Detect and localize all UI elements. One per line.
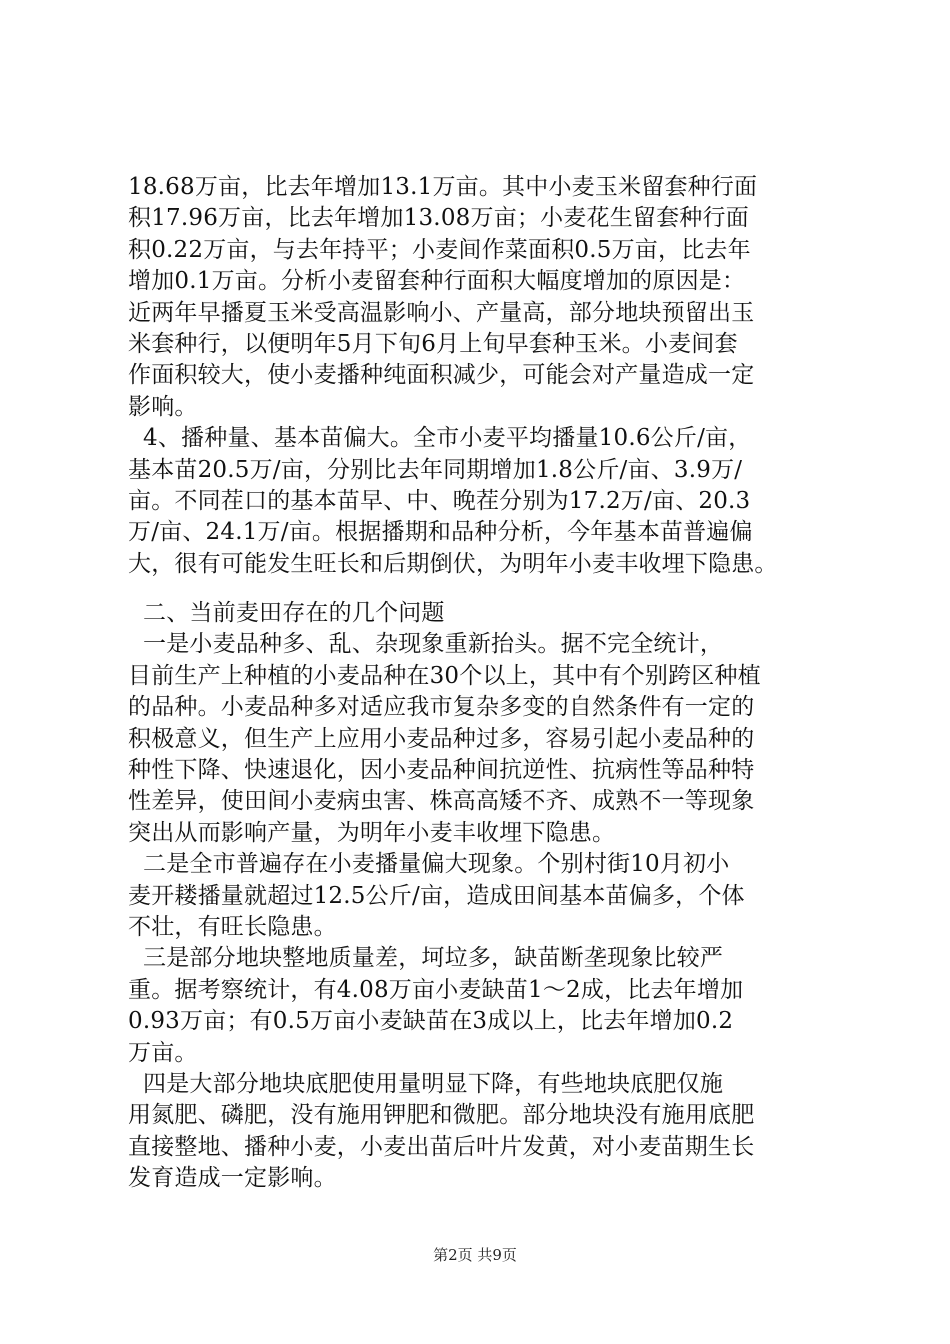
text-line: 影响。 bbox=[128, 393, 198, 420]
text-line: 积17.96万亩，比去年增加13.08万亩；小麦花生留套种行面 bbox=[128, 205, 749, 232]
text-line: 大，很有可能发生旺长和后期倒伏，为明年小麦丰收埋下隐患。 bbox=[128, 550, 778, 577]
text-line: 18.68万亩，比去年增加13.1万亩。其中小麦玉米留套种行面 bbox=[128, 174, 758, 200]
page-footer: 第2页 共9页 bbox=[433, 1246, 517, 1264]
text-line: 一是小麦品种多、乱、杂现象重新抬头。据不完全统计， bbox=[128, 631, 724, 658]
text-line: 发育造成一定影响。 bbox=[128, 1165, 337, 1192]
text-line: 种性下降、快速退化，因小麦品种间抗逆性、抗病性等品种特 bbox=[128, 757, 755, 784]
text-line: 目前生产上种植的小麦品种在30个以上，其中有个别跨区种植 bbox=[128, 662, 761, 689]
text-line: 增加0.1万亩。分析小麦留套种行面积大幅度增加的原因是： bbox=[128, 268, 746, 295]
text-line: 二是全市普遍存在小麦播量偏大现象。个别村街10月初小 bbox=[128, 851, 730, 878]
paragraph-gap bbox=[128, 580, 840, 598]
text-line: 米套种行，以便明年5月下旬6月上旬早套种玉米。小麦间套 bbox=[128, 330, 738, 357]
text-line: 突出从而影响产量，为明年小麦丰收埋下隐患。 bbox=[128, 819, 616, 846]
text-line: 用氮肥、磷肥，没有施用钾肥和微肥。部分地块没有施用底肥 bbox=[128, 1102, 755, 1129]
text-line: 作面积较大，使小麦播种纯面积减少，可能会对产量造成一定 bbox=[128, 362, 755, 389]
text-line: 万/亩、24.1万/亩。根据播期和品种分析，今年基本苗普遍偏 bbox=[128, 519, 753, 546]
text-line: 4、播种量、基本苗偏大。全市小麦平均播量10.6公斤/亩， bbox=[128, 425, 752, 452]
text-line: 亩。不同茬口的基本苗早、中、晚茬分别为17.2万/亩、20.3 bbox=[128, 487, 751, 514]
text-line: 四是大部分地块底肥使用量明显下降，有些地块底肥仅施 bbox=[128, 1070, 724, 1097]
text-line: 性差异，使田间小麦病虫害、株高高矮不齐、成熟不一等现象 bbox=[128, 788, 755, 815]
text-line: 的品种。小麦品种多对适应我市复杂多变的自然条件有一定的 bbox=[128, 694, 755, 721]
text-line: 直接整地、播种小麦，小麦出苗后叶片发黄，对小麦苗期生长 bbox=[128, 1133, 755, 1160]
text-line: 基本苗20.5万/亩，分别比去年同期增加1.8公斤/亩、3.9万/ bbox=[128, 456, 743, 483]
text-line: 积极意义，但生产上应用小麦品种过多，容易引起小麦品种的 bbox=[128, 725, 755, 752]
text-line: 0.93万亩；有0.5万亩小麦缺苗在3成以上，比去年增加0.2 bbox=[128, 1008, 734, 1035]
text-line: 重。据考察统计，有4.08万亩小麦缺苗1～2成，比去年增加 bbox=[128, 976, 744, 1003]
document-body bbox=[128, 172, 840, 1195]
text-line: 麦开耧播量就超过12.5公斤/亩，造成田间基本苗偏多，个体 bbox=[128, 882, 745, 909]
text-line: 二、当前麦田存在的几个问题 bbox=[128, 600, 445, 627]
text-line: 近两年早播夏玉米受高温影响小、产量高，部分地块预留出玉 bbox=[128, 299, 755, 326]
text-line: 三是部分地块整地质量差，坷垃多，缺苗断垄现象比较严 bbox=[128, 945, 724, 972]
text-line: 不壮，有旺长隐患。 bbox=[128, 913, 337, 940]
text-line: 万亩。 bbox=[128, 1039, 198, 1066]
text-line: 积0.22万亩，与去年持平；小麦间作菜面积0.5万亩，比去年 bbox=[128, 236, 751, 263]
